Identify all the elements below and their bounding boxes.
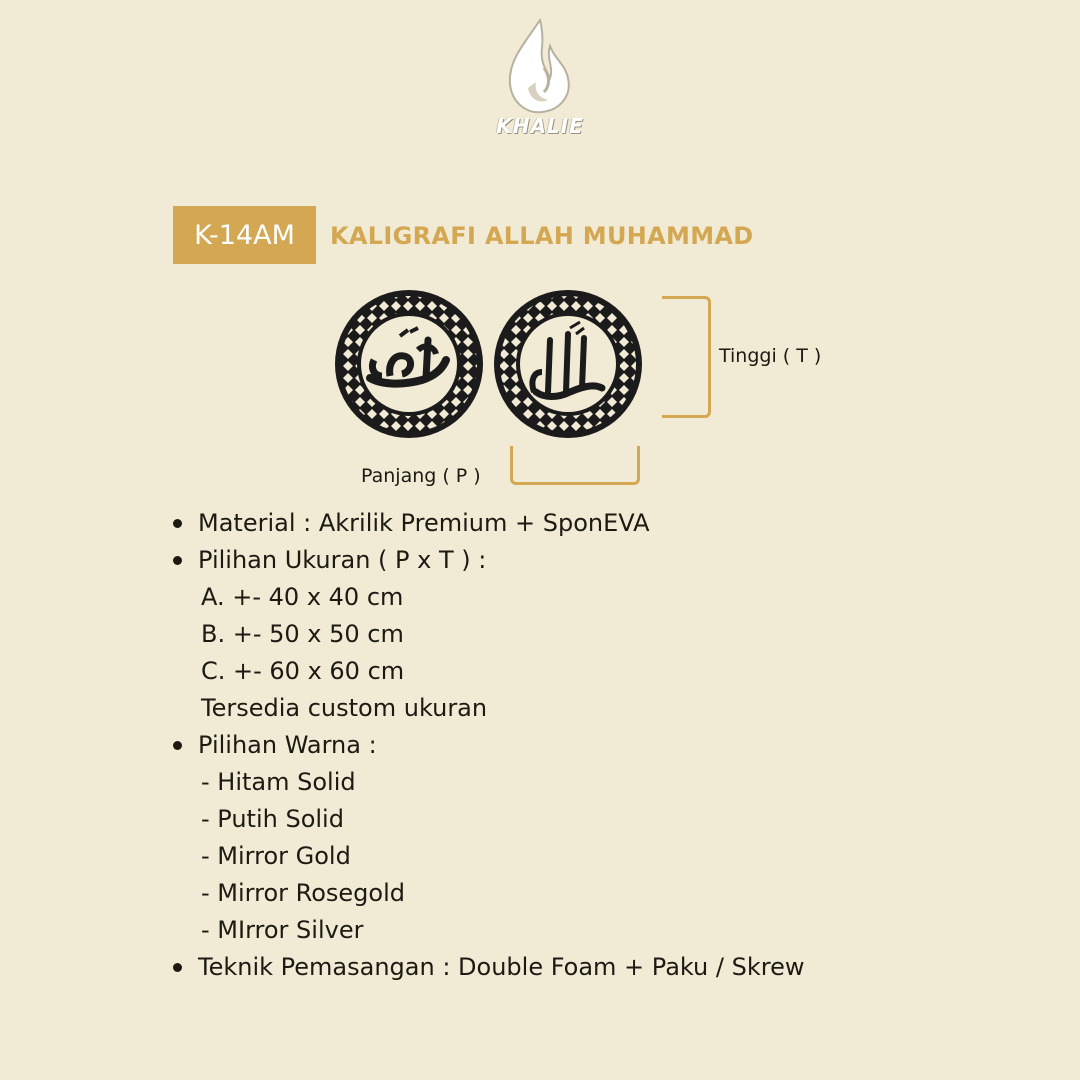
size-option [173,616,1053,653]
calligraphy-rings-icon [330,288,650,444]
size-option [173,579,1053,616]
color-option-text: - Putih Solid [201,805,344,833]
spec-text: Material : Akrilik Premium + SponEVA [198,509,650,537]
bullet-icon [173,741,182,750]
color-option-text: - Mirror Rosegold [201,879,405,907]
color-option-text: - Hitam Solid [201,768,356,796]
size-option-text: C. +- 60 x 60 cm [201,657,405,685]
product-title: KALIGRAFI ALLAH MUHAMMAD [330,222,754,250]
spec-material [173,505,1053,542]
color-option [173,764,1053,801]
product-code-badge [173,206,316,264]
spec-size-heading [173,542,1053,579]
color-option [173,912,1053,949]
height-bracket [662,296,711,418]
spec-list [173,505,1053,986]
size-option-text: A. +- 40 x 40 cm [201,583,404,611]
color-option-text: - Mirror Gold [201,842,351,870]
size-option-text: Tersedia custom ukuran [201,694,488,722]
length-label: Panjang ( P ) [361,465,481,487]
size-option [173,653,1053,690]
height-label: Tinggi ( T ) [719,345,822,367]
color-option-text: - MIrror Silver [201,916,364,944]
spec-install [173,949,1053,986]
brand-name: KHALIE [496,114,584,138]
color-option [173,875,1053,912]
spec-text: Teknik Pemasangan : Double Foam + Paku / Skrew [198,953,805,981]
bullet-icon [173,556,182,565]
size-option [173,690,1053,727]
color-option [173,801,1053,838]
spec-text: Pilihan Warna : [198,731,377,759]
brand-logo [480,18,600,148]
bullet-icon [173,519,182,528]
product-image [330,288,650,444]
color-option [173,838,1053,875]
bullet-icon [173,963,182,972]
size-option-text: B. +- 50 x 50 cm [201,620,404,648]
spec-color-heading [173,727,1053,764]
length-bracket [510,446,640,485]
spec-text: Pilihan Ukuran ( P x T ) : [198,546,487,574]
flame-logo-icon [480,18,600,118]
product-code: K-14AM [194,219,295,251]
